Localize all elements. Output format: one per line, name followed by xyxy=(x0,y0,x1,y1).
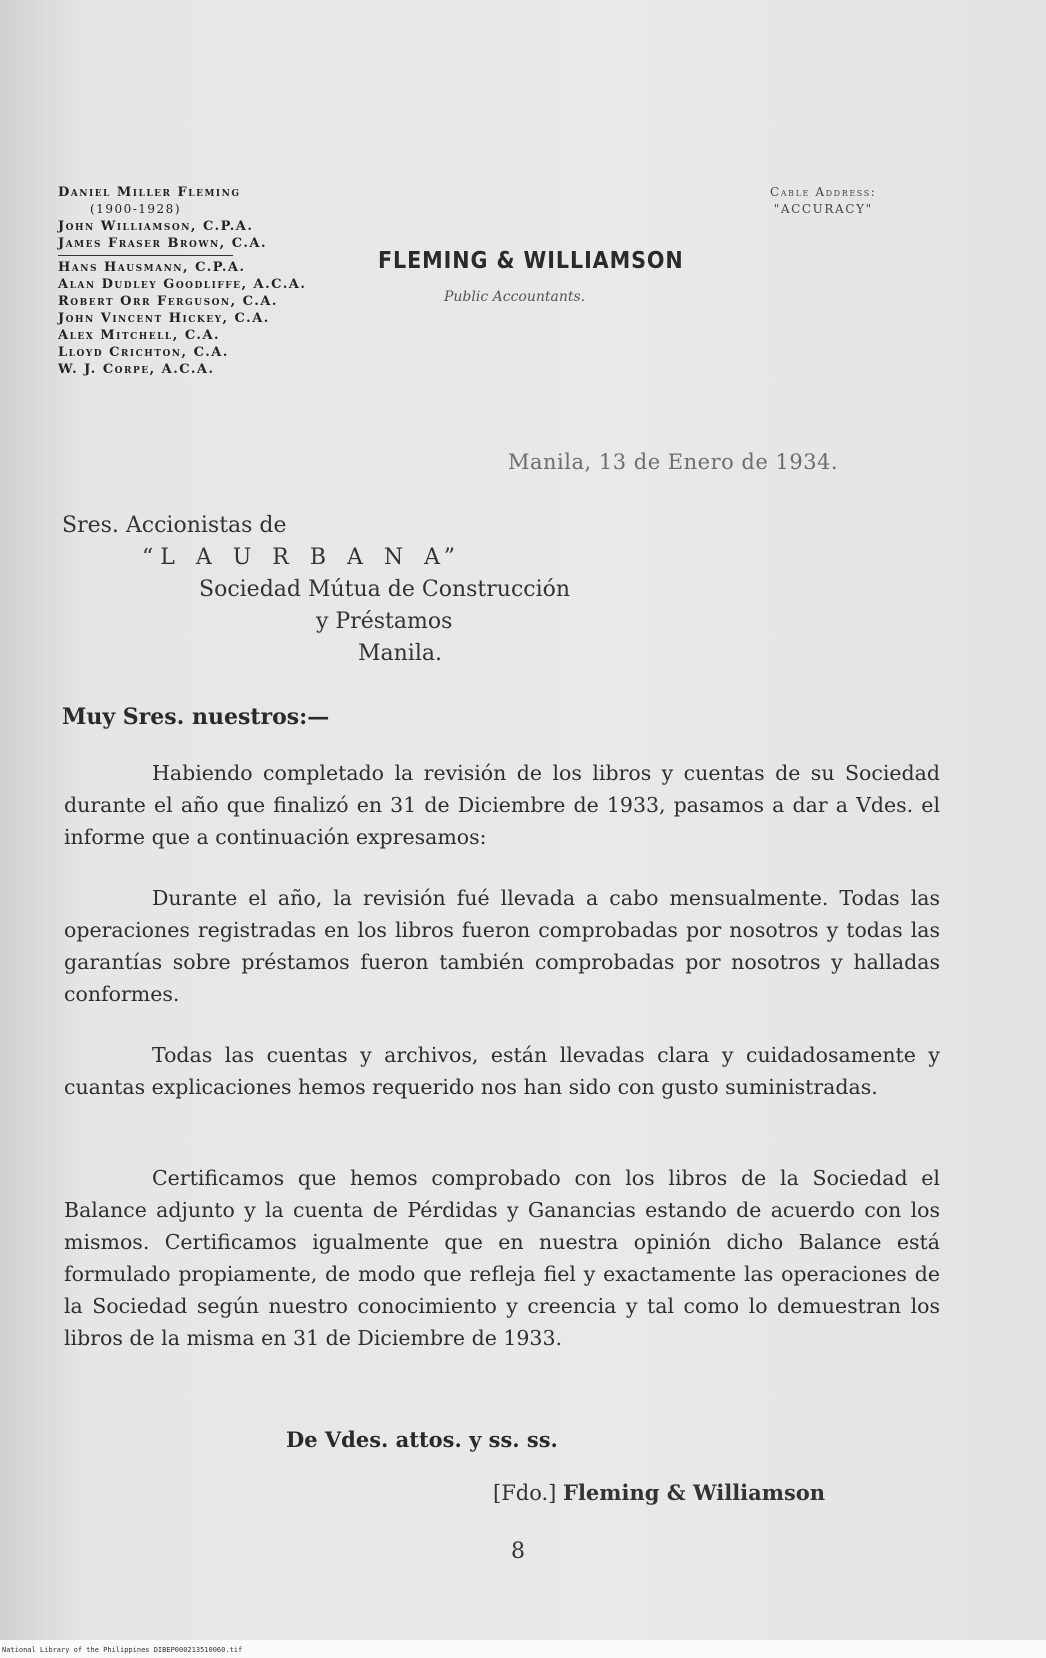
partner-name: Hans Hausmann, C.P.A. xyxy=(58,260,246,275)
partner-name: James Fraser Brown, C.A. xyxy=(58,236,267,251)
cable-label: Cable Address: xyxy=(770,185,877,199)
partner-name: John Vincent Hickey, C.A. xyxy=(58,311,270,326)
paragraph: Certificamos que hemos comprobado con los libros de la Sociedad el Balance adjunto y la cuenta de Pérdidas y Ganancias estando de acuerdo con los mismos. Certificamos igualmente que en nuestra opinión dicho Balance está formulado propiamente, de modo que refleja fiel y exactamente las operaciones de la Sociedad según nuestro conocimiento y creencia y tal como lo demuestran los libros de la misma en 31 de Diciembre de 1933. xyxy=(64,1166,940,1350)
partner-name: Alex Mitchell, C.A. xyxy=(58,328,221,343)
firm-name: FLEMING & WILLIAMSON xyxy=(378,248,684,274)
partner-name: Alan Dudley Goodliffe, A.C.A. xyxy=(58,277,307,292)
partner-name: Daniel Miller Fleming xyxy=(58,185,241,200)
addressee-line: Sres. Accionistas de xyxy=(62,513,287,538)
addressee-line: Sociedad Mútua de Construcción xyxy=(199,577,571,602)
signature-name: Fleming & Williamson xyxy=(563,1480,826,1505)
partners-list xyxy=(58,184,306,378)
paragraph: Todas las cuentas y archivos, están llevadas clara y cuidadosamente y cuantas explicaciones hemos requerido nos han sido con gusto suministradas. xyxy=(64,1043,940,1099)
partner-name: Lloyd Crichton, C.A. xyxy=(58,345,229,360)
partner-years: (1900-1928) xyxy=(90,202,181,216)
firm-subtitle: Public Accountants. xyxy=(444,289,586,305)
cable-address xyxy=(770,184,876,218)
cable-value: "ACCURACY" xyxy=(773,202,873,216)
divider xyxy=(58,255,233,256)
signature xyxy=(493,1480,825,1505)
signature-prefix: [Fdo.] xyxy=(493,1481,557,1505)
addressee-line: Manila. xyxy=(358,641,442,666)
addressee-line: “L A U R B A N A” xyxy=(142,545,463,570)
addressee xyxy=(62,510,570,670)
paragraph: Habiendo completado la revisión de los libros y cuentas de su Sociedad durante el año que finalizó en 31 de Diciembre de 1933, pasamos a dar a Vdes. el informe que a continuación expresamos: xyxy=(64,761,940,849)
closing: De Vdes. attos. y ss. ss. xyxy=(286,1427,558,1452)
page-number: 8 xyxy=(511,1539,525,1564)
scan-footer: National Library of the Philippines DIBEP000213510060.tif xyxy=(2,1646,243,1654)
addressee-line: y Préstamos xyxy=(316,609,453,634)
partner-name: John Williamson, C.P.A. xyxy=(58,219,254,234)
partner-name: W. J. Corpe, A.C.A. xyxy=(58,362,215,377)
salutation: Muy Sres. nuestros:— xyxy=(62,704,330,730)
paragraph: Durante el año, la revisión fué llevada a cabo mensualmente. Todas las operaciones registradas en los libros fueron comprobadas por nosotros y todas las garantías sobre préstamos fueron también comprobadas por nosotros y halladas conformes. xyxy=(64,886,940,1006)
letter-date: Manila, 13 de Enero de 1934. xyxy=(508,450,839,474)
partner-name: Robert Orr Ferguson, C.A. xyxy=(58,294,278,309)
